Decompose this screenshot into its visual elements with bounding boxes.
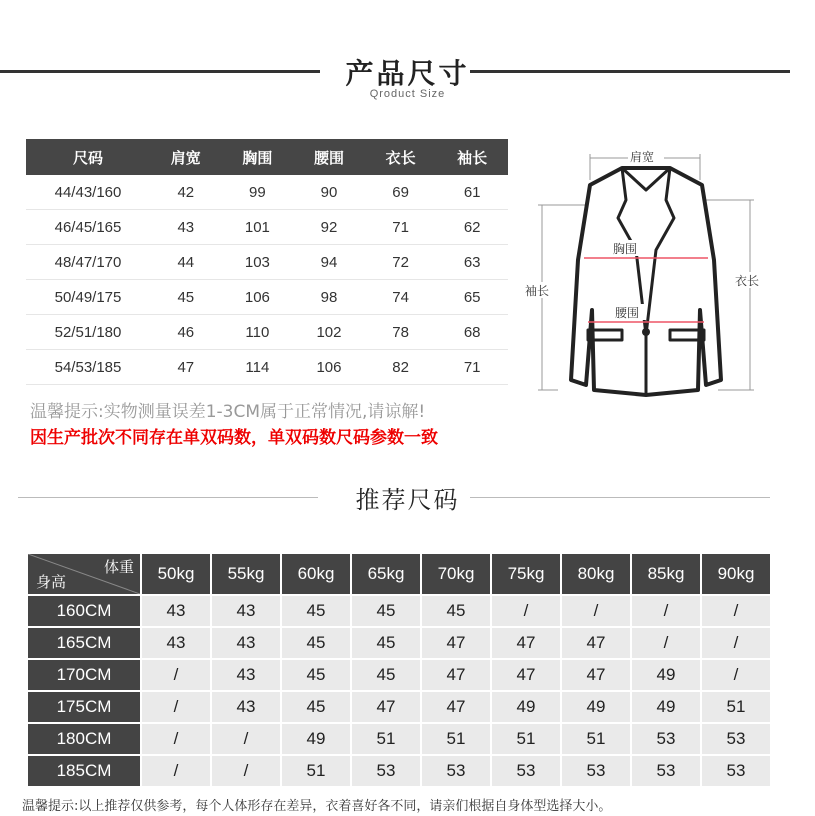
recommend-cell: 45	[352, 660, 420, 690]
recommend-row	[28, 692, 770, 722]
size-table	[26, 139, 508, 385]
recommend-cell: 53	[632, 724, 700, 754]
weight-header: 85kg	[632, 554, 700, 594]
recommend-cell: 43	[212, 660, 280, 690]
weight-header: 80kg	[562, 554, 630, 594]
recommend-cell: 49	[282, 724, 350, 754]
recommend-cell: 51	[352, 724, 420, 754]
size-header-cell: 腰围	[293, 139, 365, 175]
corner-height-label: 身高	[36, 573, 67, 591]
batch-note: 因生产批次不同存在单双码数，单双码数尺码参数一致	[30, 428, 438, 448]
height-label: 175CM	[28, 692, 140, 722]
diagram-sleeve-label: 袖长	[525, 284, 550, 298]
size-table-cell: 114	[222, 350, 294, 385]
height-label: 180CM	[28, 724, 140, 754]
size-header-cell: 袖长	[436, 139, 508, 175]
size-table-cell: 110	[222, 315, 294, 350]
size-table-cell: 63	[436, 245, 508, 280]
height-label: 170CM	[28, 660, 140, 690]
diagram-waist-label: 腰围	[615, 306, 640, 320]
size-table-cell: 90	[293, 175, 365, 210]
weight-header: 50kg	[142, 554, 210, 594]
recommend-header-row	[28, 554, 770, 594]
size-header-cell: 尺码	[26, 139, 150, 175]
weight-header: 70kg	[422, 554, 490, 594]
recommend-cell: /	[702, 660, 770, 690]
size-table-cell: 78	[365, 315, 437, 350]
weight-header: 55kg	[212, 554, 280, 594]
weight-header: 75kg	[492, 554, 560, 594]
size-table-cell: 71	[365, 210, 437, 245]
size-table-cell: 68	[436, 315, 508, 350]
height-label: 160CM	[28, 596, 140, 626]
size-table-cell: 42	[150, 175, 222, 210]
recommend-cell: /	[142, 724, 210, 754]
recommend-cell: 51	[702, 692, 770, 722]
size-table-cell: 92	[293, 210, 365, 245]
recommend-row	[28, 628, 770, 658]
size-table-row	[26, 175, 508, 210]
size-table-row	[26, 245, 508, 280]
recommend-note: 温馨提示:以上推荐仅供参考，每个人体形存在差异，衣着喜好各不同，请亲们根据自身体型选择大小。	[22, 799, 612, 814]
size-table-header	[26, 139, 508, 175]
recommend-cell: /	[212, 756, 280, 786]
size-table-cell: 44	[150, 245, 222, 280]
recommend-cell: /	[492, 596, 560, 626]
recommend-cell: /	[632, 628, 700, 658]
weight-header: 60kg	[282, 554, 350, 594]
recommend-cell: 53	[702, 756, 770, 786]
size-table-cell: 52/51/180	[26, 315, 150, 350]
recommend-cell: 47	[422, 692, 490, 722]
size-table-cell: 54/53/185	[26, 350, 150, 385]
recommend-cell: 47	[492, 660, 560, 690]
recommend-table	[26, 552, 772, 788]
size-table-cell: 46	[150, 315, 222, 350]
weight-header: 65kg	[352, 554, 420, 594]
recommend-cell: 45	[352, 596, 420, 626]
recommend-cell: 53	[422, 756, 490, 786]
size-table-cell: 65	[436, 280, 508, 315]
size-header-cell: 衣长	[365, 139, 437, 175]
recommend-row	[28, 756, 770, 786]
diagram-shoulder-label: 肩宽	[630, 150, 655, 164]
recommend-cell: 43	[212, 692, 280, 722]
recommend-cell: 49	[632, 692, 700, 722]
recommend-cell: 47	[422, 628, 490, 658]
size-table-cell: 101	[222, 210, 294, 245]
recommend-cell: 45	[282, 692, 350, 722]
size-table-cell: 48/47/170	[26, 245, 150, 280]
recommend-cell: 49	[562, 692, 630, 722]
recommend-row	[28, 724, 770, 754]
diagram-chest-label: 胸围	[613, 242, 638, 256]
size-table-cell: 102	[293, 315, 365, 350]
size-table-cell: 94	[293, 245, 365, 280]
size-table-row	[26, 210, 508, 245]
size-table-cell: 72	[365, 245, 437, 280]
measure-note: 温馨提示:实物测量误差1-3CM属于正常情况,请谅解!	[30, 402, 426, 422]
recommend-cell: /	[212, 724, 280, 754]
recommend-cell: 47	[562, 628, 630, 658]
corner-cell	[28, 554, 140, 594]
size-table-cell: 44/43/160	[26, 175, 150, 210]
recommend-cell: /	[142, 692, 210, 722]
size-table-row	[26, 280, 508, 315]
size-table-cell: 47	[150, 350, 222, 385]
recommend-cell: 51	[562, 724, 630, 754]
recommend-row	[28, 596, 770, 626]
recommend-cell: /	[702, 596, 770, 626]
recommend-cell: 51	[492, 724, 560, 754]
recommend-cell: 45	[282, 596, 350, 626]
recommend-title: 推荐尺码	[355, 486, 460, 514]
corner-weight-label: 体重	[103, 558, 134, 576]
recommend-cell: 47	[562, 660, 630, 690]
size-table-cell: 69	[365, 175, 437, 210]
recommend-cell: /	[142, 660, 210, 690]
recommend-cell: 49	[632, 660, 700, 690]
size-table-cell: 98	[293, 280, 365, 315]
recommend-cell: 51	[422, 724, 490, 754]
diagram-length-label: 衣长	[735, 274, 760, 288]
recommend-cell: 53	[352, 756, 420, 786]
recommend-cell: 53	[562, 756, 630, 786]
size-table-row	[26, 315, 508, 350]
recommend-cell: 45	[282, 660, 350, 690]
size-table-cell: 45	[150, 280, 222, 315]
recommend-cell: 49	[492, 692, 560, 722]
size-table-cell: 46/45/165	[26, 210, 150, 245]
recommend-cell: 43	[212, 596, 280, 626]
recommend-cell: 43	[142, 628, 210, 658]
recommend-cell: /	[632, 596, 700, 626]
size-header-cell: 肩宽	[150, 139, 222, 175]
recommend-row	[28, 660, 770, 690]
recommend-cell: 43	[212, 628, 280, 658]
recommend-cell: /	[702, 628, 770, 658]
recommend-cell: 47	[352, 692, 420, 722]
size-table-cell: 71	[436, 350, 508, 385]
recommend-cell: 53	[492, 756, 560, 786]
size-table-cell: 62	[436, 210, 508, 245]
page-title: 产品尺寸	[345, 57, 470, 90]
page-subtitle: Qroduct Size	[369, 88, 446, 100]
size-header-cell: 胸围	[222, 139, 294, 175]
size-table-cell: 74	[365, 280, 437, 315]
recommend-cell: 45	[422, 596, 490, 626]
recommend-cell: 45	[282, 628, 350, 658]
size-table-cell: 106	[222, 280, 294, 315]
recommend-cell: /	[142, 756, 210, 786]
height-label: 185CM	[28, 756, 140, 786]
recommend-cell: 53	[632, 756, 700, 786]
recommend-cell: /	[562, 596, 630, 626]
recommend-cell: 45	[352, 628, 420, 658]
height-label: 165CM	[28, 628, 140, 658]
size-table-cell: 61	[436, 175, 508, 210]
recommend-cell: 47	[492, 628, 560, 658]
recommend-cell: 43	[142, 596, 210, 626]
size-table-cell: 99	[222, 175, 294, 210]
size-table-row	[26, 350, 508, 385]
size-table-cell: 43	[150, 210, 222, 245]
size-table-cell: 106	[293, 350, 365, 385]
recommend-cell: 47	[422, 660, 490, 690]
recommend-cell: 51	[282, 756, 350, 786]
weight-header: 90kg	[702, 554, 770, 594]
size-table-cell: 82	[365, 350, 437, 385]
size-table-cell: 103	[222, 245, 294, 280]
jacket-diagram	[518, 140, 788, 405]
recommend-cell: 53	[702, 724, 770, 754]
size-table-cell: 50/49/175	[26, 280, 150, 315]
